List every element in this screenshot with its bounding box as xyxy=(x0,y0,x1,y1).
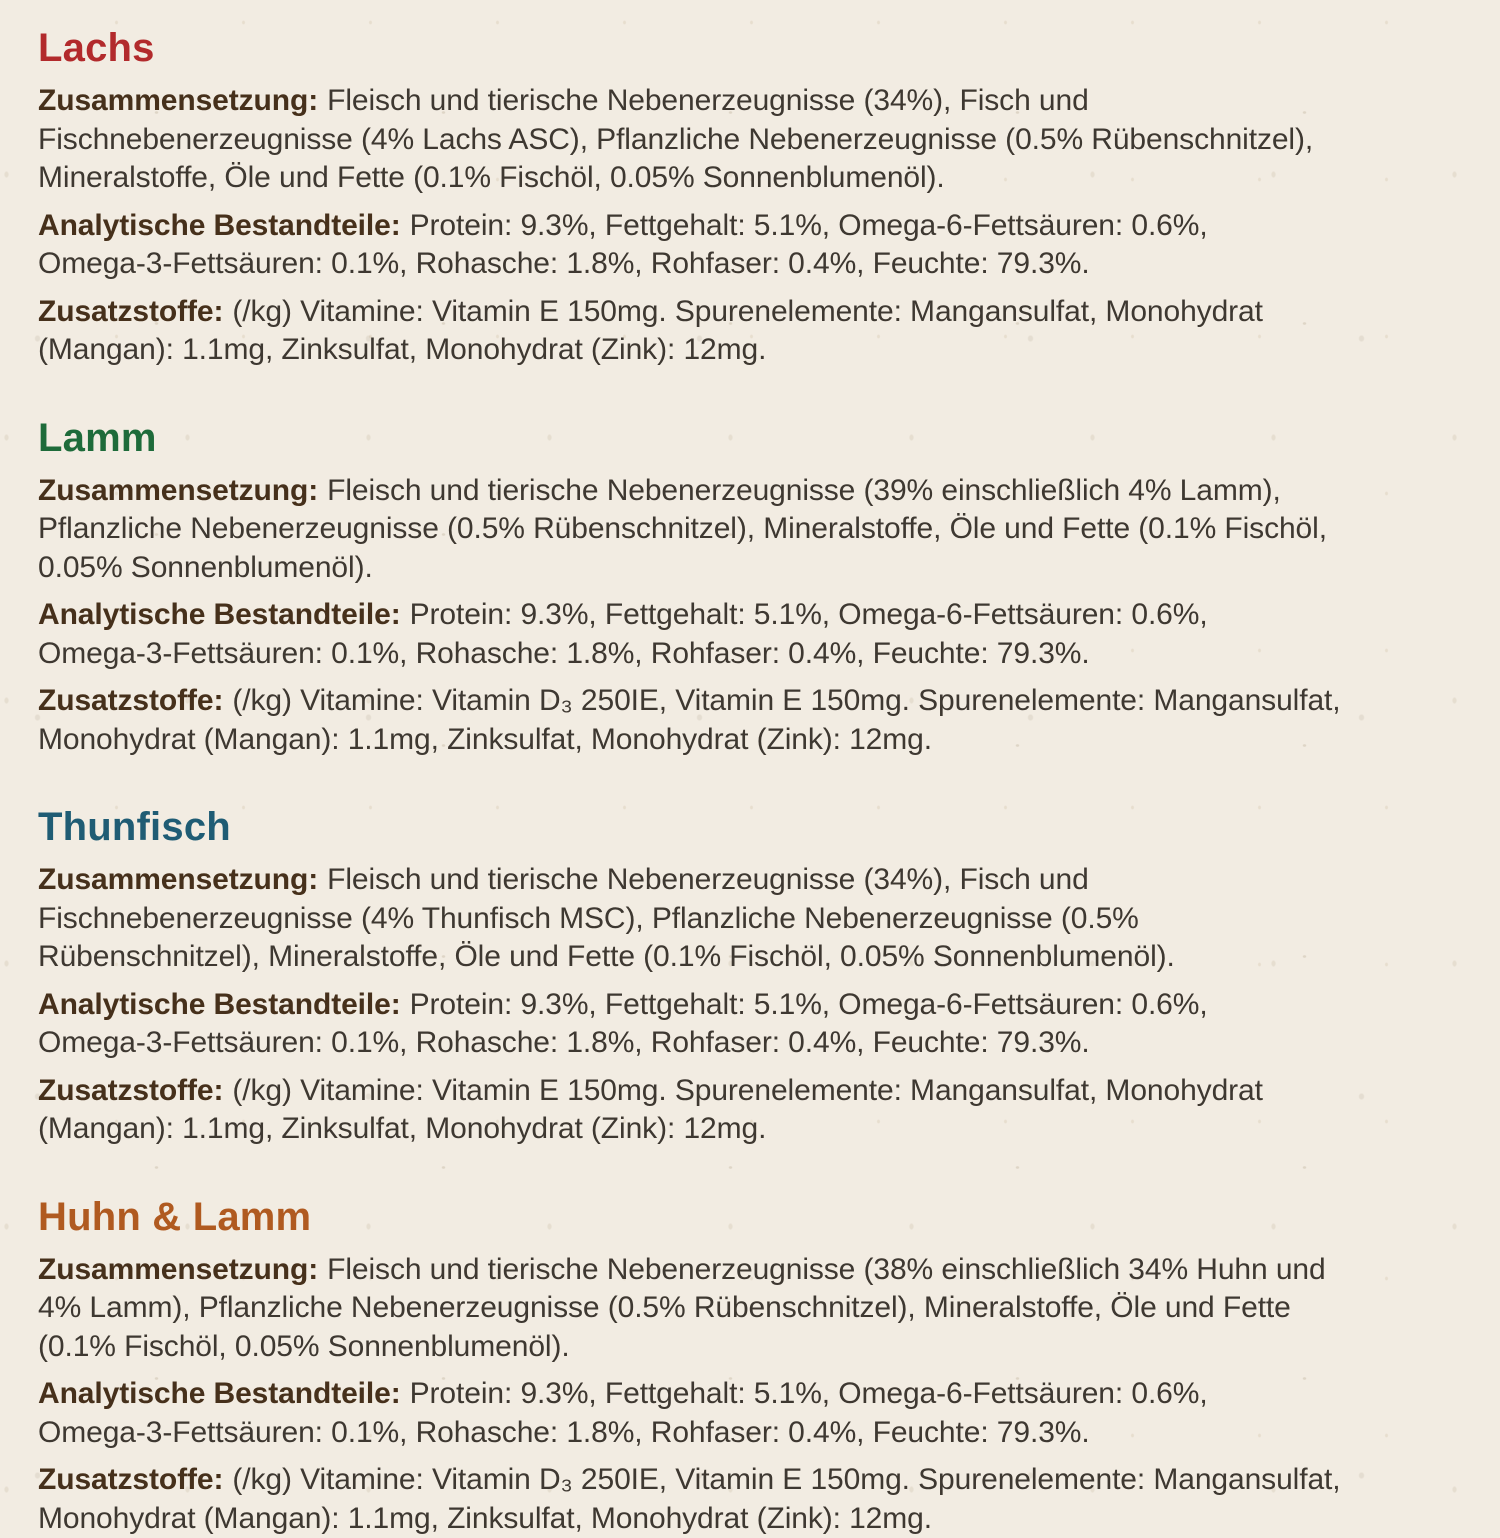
field-text: (/kg) Vitamine: Vitamin D₃ 250IE, Vitamin E 150mg. Spurenelemente: Mangansulfat, xyxy=(232,684,1340,717)
paragraph-zusatzstoffe xyxy=(38,682,1480,759)
text-line: (0.1% Fischöl, 0.05% Sonnenblumenöl). xyxy=(38,1328,1480,1367)
paragraph-zusatzstoffe xyxy=(38,1072,1480,1149)
text-line xyxy=(38,1375,1480,1414)
field-label: Zusammensetzung: xyxy=(38,1253,318,1286)
text-line: Rübenschnitzel), Mineralstoffe, Öle und Fette (0.1% Fischöl, 0.05% Sonnenblumenöl). xyxy=(38,938,1480,977)
text-line: (Mangan): 1.1mg, Zinksulfat, Monohydrat (Zink): 12mg. xyxy=(38,1110,1480,1149)
field-text: Protein: 9.3%, Fettgehalt: 5.1%, Omega-6-Fettsäuren: 0.6%, xyxy=(410,1377,1208,1410)
field-label: Zusammensetzung: xyxy=(38,474,318,507)
text-line xyxy=(38,82,1480,121)
paragraph-analytische-bestandteile xyxy=(38,986,1480,1063)
field-label: Zusatzstoffe: xyxy=(38,1463,223,1496)
paragraph-zusammensetzung xyxy=(38,1251,1480,1367)
text-line xyxy=(38,472,1480,511)
section-thunfisch xyxy=(38,805,1480,1149)
section-title: Thunfisch xyxy=(38,805,1480,849)
text-line: Fischnebenerzeugnisse (4% Thunfisch MSC), Pflanzliche Nebenerzeugnisse (0.5% xyxy=(38,900,1480,939)
field-label: Analytische Bestandteile: xyxy=(38,209,401,242)
text-line: 4% Lamm), Pflanzliche Nebenerzeugnisse (0.5% Rübenschnitzel), Mineralstoffe, Öle und Fette xyxy=(38,1289,1480,1328)
text-line xyxy=(38,1251,1480,1290)
field-text: (/kg) Vitamine: Vitamin E 150mg. Spurenelemente: Mangansulfat, Monohydrat xyxy=(232,1074,1262,1107)
text-line xyxy=(38,596,1480,635)
field-text: Fleisch und tierische Nebenerzeugnisse (34%), Fisch und xyxy=(327,863,1089,896)
text-line: Omega-3-Fettsäuren: 0.1%, Rohasche: 1.8%, Rohfaser: 0.4%, Feuchte: 79.3%. xyxy=(38,1414,1480,1453)
paragraph-zusammensetzung xyxy=(38,861,1480,977)
text-line xyxy=(38,986,1480,1025)
text-line: Omega-3-Fettsäuren: 0.1%, Rohasche: 1.8%, Rohfaser: 0.4%, Feuchte: 79.3%. xyxy=(38,635,1480,674)
text-line: Pflanzliche Nebenerzeugnisse (0.5% Rübenschnitzel), Mineralstoffe, Öle und Fette (0.1% Fischöl, xyxy=(38,510,1480,549)
field-label: Analytische Bestandteile: xyxy=(38,988,401,1021)
field-label: Zusatzstoffe: xyxy=(38,684,223,717)
field-text: (/kg) Vitamine: Vitamin E 150mg. Spurenelemente: Mangansulfat, Monohydrat xyxy=(232,295,1262,328)
text-line xyxy=(38,861,1480,900)
field-label: Zusatzstoffe: xyxy=(38,295,223,328)
text-line: Monohydrat (Mangan): 1.1mg, Zinksulfat, Monohydrat (Zink): 12mg. xyxy=(38,1500,1480,1538)
paragraph-zusatzstoffe xyxy=(38,293,1480,370)
text-line: Omega-3-Fettsäuren: 0.1%, Rohasche: 1.8%, Rohfaser: 0.4%, Feuchte: 79.3%. xyxy=(38,1024,1480,1063)
field-text: Protein: 9.3%, Fettgehalt: 5.1%, Omega-6-Fettsäuren: 0.6%, xyxy=(410,598,1208,631)
text-line: (Mangan): 1.1mg, Zinksulfat, Monohydrat (Zink): 12mg. xyxy=(38,331,1480,370)
field-text: Protein: 9.3%, Fettgehalt: 5.1%, Omega-6-Fettsäuren: 0.6%, xyxy=(410,988,1208,1021)
text-line xyxy=(38,1461,1480,1500)
field-text: Fleisch und tierische Nebenerzeugnisse (39% einschließlich 4% Lamm), xyxy=(327,474,1281,507)
section-lachs xyxy=(38,26,1480,370)
paragraph-zusammensetzung xyxy=(38,472,1480,588)
field-label: Zusammensetzung: xyxy=(38,863,318,896)
text-line: 0.05% Sonnenblumenöl). xyxy=(38,549,1480,588)
paragraph-zusammensetzung xyxy=(38,82,1480,198)
paragraph-analytische-bestandteile xyxy=(38,207,1480,284)
field-text: (/kg) Vitamine: Vitamin D₃ 250IE, Vitamin E 150mg. Spurenelemente: Mangansulfat, xyxy=(232,1463,1340,1496)
section-huhn-lamm xyxy=(38,1195,1480,1538)
field-label: Analytische Bestandteile: xyxy=(38,1377,401,1410)
text-line xyxy=(38,1072,1480,1111)
section-title: Huhn & Lamm xyxy=(38,1195,1480,1239)
field-label: Analytische Bestandteile: xyxy=(38,598,401,631)
text-line: Mineralstoffe, Öle und Fette (0.1% Fischöl, 0.05% Sonnenblumenöl). xyxy=(38,159,1480,198)
text-line xyxy=(38,207,1480,246)
field-text: Fleisch und tierische Nebenerzeugnisse (34%), Fisch und xyxy=(327,84,1089,117)
field-text: Protein: 9.3%, Fettgehalt: 5.1%, Omega-6-Fettsäuren: 0.6%, xyxy=(410,209,1208,242)
section-lamm xyxy=(38,416,1480,760)
text-line: Monohydrat (Mangan): 1.1mg, Zinksulfat, Monohydrat (Zink): 12mg. xyxy=(38,721,1480,760)
field-label: Zusatzstoffe: xyxy=(38,1074,223,1107)
text-line: Omega-3-Fettsäuren: 0.1%, Rohasche: 1.8%, Rohfaser: 0.4%, Feuchte: 79.3%. xyxy=(38,245,1480,284)
section-title: Lachs xyxy=(38,26,1480,70)
paragraph-analytische-bestandteile xyxy=(38,596,1480,673)
text-line xyxy=(38,293,1480,332)
field-text: Fleisch und tierische Nebenerzeugnisse (38% einschließlich 34% Huhn und xyxy=(327,1253,1325,1286)
text-line xyxy=(38,682,1480,721)
paragraph-analytische-bestandteile xyxy=(38,1375,1480,1452)
text-line: Fischnebenerzeugnisse (4% Lachs ASC), Pflanzliche Nebenerzeugnisse (0.5% Rübenschnitzel), xyxy=(38,121,1480,160)
field-label: Zusammensetzung: xyxy=(38,84,318,117)
section-title: Lamm xyxy=(38,416,1480,460)
